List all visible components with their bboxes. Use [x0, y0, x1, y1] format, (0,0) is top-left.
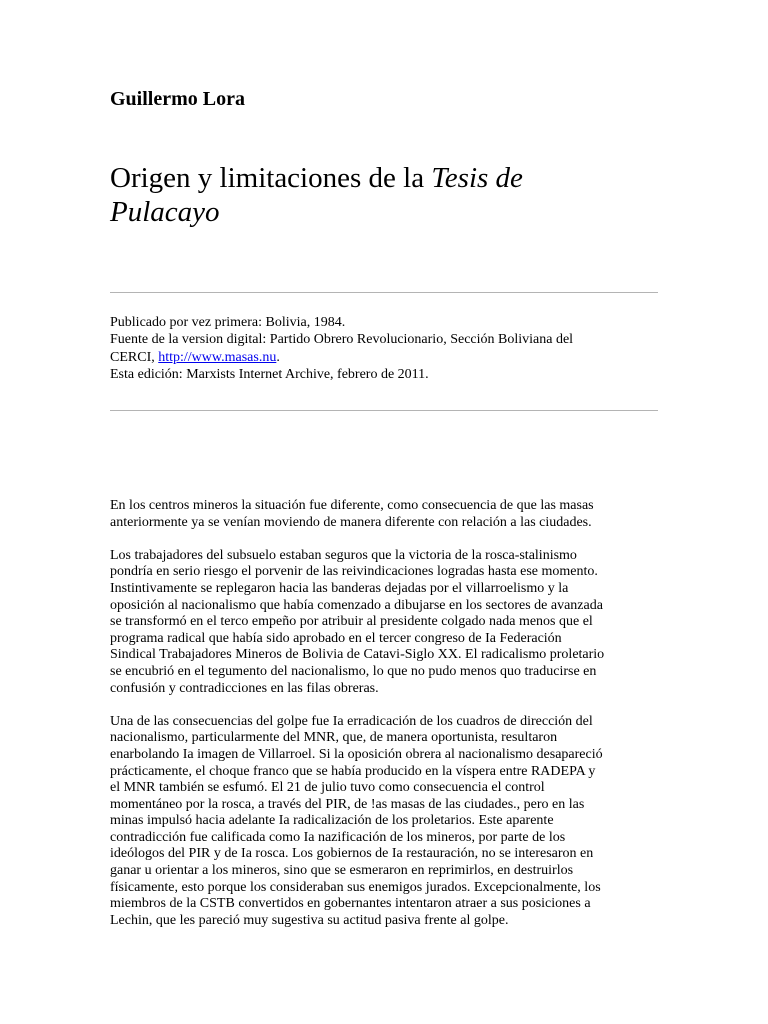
paragraph-line: anteriormente ya se venían moviendo de manera diferente con relación a las ciudades. [110, 514, 592, 530]
paragraph-line: prácticamente, el choque franco que se había producido en la víspera entre RADEPA y [110, 763, 596, 779]
paragraph-line: se transformó en el terco empeño por atribuir al presidente colgado nada menos que el [110, 614, 593, 630]
paragraph-line: oposición al nacionalismo que había comenzado a dibujarse en los sectores de avanzada [110, 597, 603, 613]
paragraph-3 [110, 714, 666, 930]
paragraph-line: contradicción fue calificada como Ia nazificación de los mineros, por parte de los [110, 829, 566, 845]
paragraph-line: pondría en serio riesgo el porvenir de las reivindicaciones logradas hasta ese momento. [110, 564, 598, 580]
paragraph-line: Los trabajadores del subsuelo estaban seguros que la victoria de la rosca-stalinismo [110, 547, 577, 563]
document-title [110, 161, 670, 229]
author-name: Guillermo Lora [110, 88, 245, 110]
paragraph-line: Sindical Trabajadores Mineros de Bolivia de Catavi-Siglo XX. El radicalismo proletario [110, 647, 605, 663]
divider-top [110, 292, 658, 293]
paragraph-line: ideólogos del PIR y de Ia rosca. Los gobiernos de Ia restauración, no se interesaron en [110, 846, 594, 862]
paragraph-line: se encubrió en el tegumento del nacionalismo, lo que no pudo menos quo traducirse en [110, 663, 597, 679]
paragraph-line: ganar u orientar a los mineros, sino que se esmeraron en reprimirlos, en destruirlos [110, 863, 574, 879]
source-org: CERCI, [110, 349, 159, 365]
paragraph-line: minas impulsó hacia adelante Ia radicalización de los proletarios. Este aparente [110, 813, 554, 829]
paragraph-line: enarbolando Ia imagen de Villarroel. Si la oposición obrera al nacionalismo desapareció [110, 746, 603, 762]
paragraph-line: confusión y contradicciones en las filas obreras. [110, 680, 379, 696]
paragraph-line: Instintivamente se replegaron hacia las banderas dejadas por el villarroelismo y la [110, 580, 569, 596]
paragraph-line: físicamente, esto porque los consideraban sus enemigos jurados. Excepcionalmente, los [110, 879, 601, 895]
paragraph-line: miembros de la CSTB convertidos en gobernantes intentaron atraer a sus posiciones a [110, 896, 591, 912]
title-italic-line2: Pulacayo [110, 196, 220, 228]
paragraph-2 [110, 548, 666, 697]
source-line: Fuente de la version digital: Partido Obrero Revolucionario, Sección Boliviana del [110, 332, 574, 348]
paragraph-line: Lechin, que les pareció muy sugestiva su actitud pasiva frente al golpe. [110, 912, 509, 928]
paragraph-line: En los centros mineros la situación fue diferente, como consecuencia de que las masas [110, 498, 594, 513]
published-line: Publicado por vez primera: Bolivia, 1984. [110, 315, 346, 330]
paragraph-line: programa radical que había sido aprobado en el tercer congreso de Ia Federación [110, 630, 562, 646]
title-italic-line1: Tesis de [431, 162, 523, 194]
paragraph-line: Una de las consecuencias del golpe fue Ia erradicación de los cuadros de dirección del [110, 713, 593, 729]
paragraph-line: nacionalismo, particularmente del MNR, que, de manera oportunista, resultaron [110, 730, 558, 746]
source-suffix: . [276, 349, 280, 365]
publication-info [110, 314, 670, 383]
source-link[interactable]: http://www.masas.nu [158, 349, 277, 365]
divider-bottom [110, 410, 658, 411]
paragraph-line: momentáneo por la rosca, a través del PIR, de !as masas de las ciudades., pero en las [110, 796, 585, 812]
title-text: Origen y limitaciones de la [110, 162, 432, 194]
body-text [110, 498, 666, 946]
edition-line: Esta edición: Marxists Internet Archive, febrero de 2011. [110, 366, 429, 382]
paragraph-line: el MNR también se esfumó. El 21 de julio tuvo como consecuencia el control [110, 780, 545, 796]
paragraph-1 [110, 498, 666, 531]
source-line-2 [110, 349, 670, 366]
